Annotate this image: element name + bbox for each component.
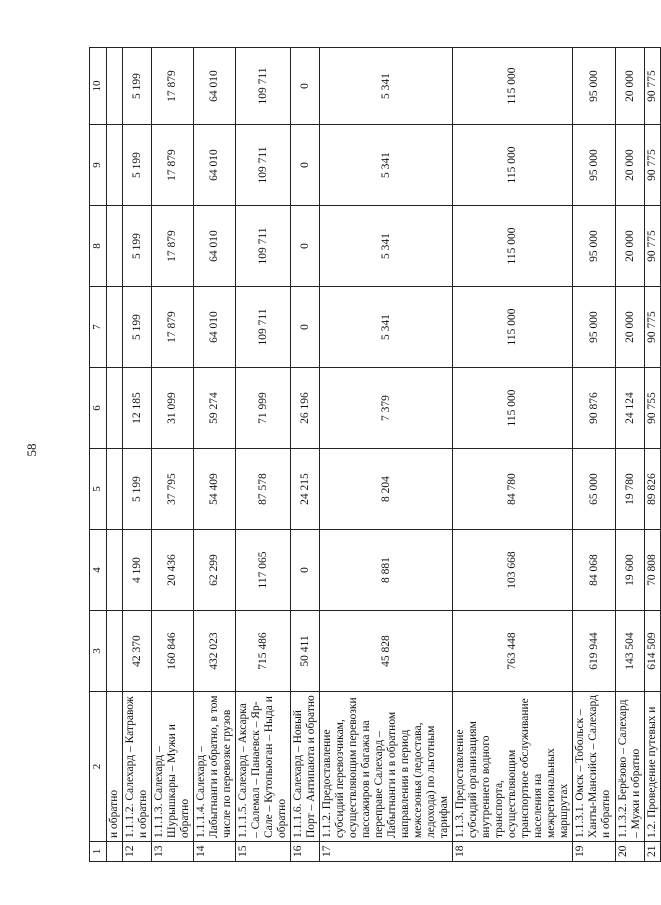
header-cell: 10 xyxy=(90,48,107,125)
value-cell xyxy=(107,206,123,287)
value-cell: 160 846 xyxy=(152,611,194,692)
table-row xyxy=(107,48,123,862)
value-cell: 64 010 xyxy=(194,206,236,287)
value-cell: 5 199 xyxy=(123,287,152,368)
row-name: 1.1.1.5. Салехард – Аксарка – Салемал – Панаевск – Яр-Сале – Кутопьюган – Ныда и обратно xyxy=(236,692,291,842)
row-number: 14 xyxy=(194,842,236,862)
row-name: 1.1.3.2. Берёзово – Салехард – Мужи и обратно xyxy=(616,692,645,842)
value-cell: 115 000 xyxy=(453,287,573,368)
value-cell: 95 000 xyxy=(573,48,616,125)
value-cell: 84 780 xyxy=(453,449,573,530)
value-cell: 37 795 xyxy=(152,449,194,530)
value-cell: 64 010 xyxy=(194,48,236,125)
header-cell: 6 xyxy=(90,368,107,449)
value-cell: 90 775 xyxy=(645,206,661,287)
header-cell: 5 xyxy=(90,449,107,530)
value-cell: 90 876 xyxy=(573,368,616,449)
value-cell: 50 411 xyxy=(291,611,320,692)
table-row xyxy=(453,48,573,862)
row-number: 17 xyxy=(320,842,453,862)
table-row xyxy=(291,48,320,862)
value-cell: 0 xyxy=(291,125,320,206)
table-row xyxy=(123,48,152,862)
row-name: 1.1.1.4. Салехард – Лабытнанги и обратно, в том числе по перевозке грузов xyxy=(194,692,236,842)
row-number: 13 xyxy=(152,842,194,862)
value-cell: 20 000 xyxy=(616,206,645,287)
value-cell: 109 711 xyxy=(236,125,291,206)
value-cell xyxy=(107,611,123,692)
value-cell xyxy=(107,48,123,125)
value-cell: 95 000 xyxy=(573,125,616,206)
value-cell: 95 000 xyxy=(573,206,616,287)
value-cell: 763 448 xyxy=(453,611,573,692)
value-cell: 17 879 xyxy=(152,287,194,368)
value-cell: 12 185 xyxy=(123,368,152,449)
row-name: 1.1.3. Предоставление субсидий организациям внутреннего водного транспорта, осуществляющим транспортное обслуживание населения на межрегиональных маршрутах xyxy=(453,692,573,842)
value-cell: 59 274 xyxy=(194,368,236,449)
row-number: 16 xyxy=(291,842,320,862)
value-cell: 70 808 xyxy=(645,530,661,611)
row-name: 1.1.2. Предоставление субсидий перевозчикам, осуществляющим перевозки пассажиров и багажа на переправе Салехард – Лабытнанги и в обратном направлении в период межсезонья (ледостава, ледохода) по льготным тарифам xyxy=(320,692,453,842)
value-cell: 90 775 xyxy=(645,287,661,368)
value-cell xyxy=(107,530,123,611)
value-cell: 90 755 xyxy=(645,368,661,449)
value-cell: 5 199 xyxy=(123,125,152,206)
value-cell: 20 000 xyxy=(616,287,645,368)
budget-table xyxy=(89,47,661,862)
table-row xyxy=(194,48,236,862)
value-cell: 143 504 xyxy=(616,611,645,692)
value-cell: 432 023 xyxy=(194,611,236,692)
header-row xyxy=(90,48,107,862)
value-cell: 64 010 xyxy=(194,287,236,368)
table-row xyxy=(152,48,194,862)
value-cell: 54 409 xyxy=(194,449,236,530)
value-cell: 103 668 xyxy=(453,530,573,611)
value-cell: 17 879 xyxy=(152,125,194,206)
value-cell: 715 486 xyxy=(236,611,291,692)
table-container xyxy=(89,47,658,862)
table-row xyxy=(573,48,616,862)
value-cell: 24 215 xyxy=(291,449,320,530)
header-cell: 9 xyxy=(90,125,107,206)
value-cell: 5 341 xyxy=(320,287,453,368)
value-cell: 89 826 xyxy=(645,449,661,530)
value-cell: 115 000 xyxy=(453,125,573,206)
row-number xyxy=(107,842,123,862)
value-cell xyxy=(107,125,123,206)
value-cell: 115 000 xyxy=(453,48,573,125)
table-row xyxy=(236,48,291,862)
value-cell: 0 xyxy=(291,530,320,611)
table-row xyxy=(645,48,661,862)
value-cell: 64 010 xyxy=(194,125,236,206)
row-number: 15 xyxy=(236,842,291,862)
value-cell: 90 775 xyxy=(645,125,661,206)
row-name: и обратно xyxy=(107,692,123,842)
value-cell: 5 341 xyxy=(320,206,453,287)
row-number: 12 xyxy=(123,842,152,862)
value-cell: 20 000 xyxy=(616,48,645,125)
row-number: 19 xyxy=(573,842,616,862)
row-name: 1.2. Проведение путевых и xyxy=(645,692,661,842)
value-cell: 8 881 xyxy=(320,530,453,611)
header-cell: 4 xyxy=(90,530,107,611)
value-cell: 90 775 xyxy=(645,48,661,125)
value-cell: 8 204 xyxy=(320,449,453,530)
value-cell xyxy=(107,287,123,368)
value-cell: 115 000 xyxy=(453,368,573,449)
value-cell: 0 xyxy=(291,48,320,125)
value-cell: 95 000 xyxy=(573,287,616,368)
header-cell: 1 xyxy=(90,842,107,862)
row-number: 21 xyxy=(645,842,661,862)
value-cell xyxy=(107,449,123,530)
row-name: 1.1.1.2. Салехард – Катравож и обратно xyxy=(123,692,152,842)
value-cell: 109 711 xyxy=(236,287,291,368)
header-cell: 3 xyxy=(90,611,107,692)
table-row xyxy=(320,48,453,862)
value-cell: 45 828 xyxy=(320,611,453,692)
value-cell: 42 370 xyxy=(123,611,152,692)
value-cell: 117 065 xyxy=(236,530,291,611)
value-cell: 17 879 xyxy=(152,48,194,125)
value-cell: 5 199 xyxy=(123,48,152,125)
value-cell: 5 341 xyxy=(320,125,453,206)
page-number: 58 xyxy=(24,443,39,457)
value-cell: 0 xyxy=(291,206,320,287)
value-cell: 24 124 xyxy=(616,368,645,449)
value-cell: 87 578 xyxy=(236,449,291,530)
value-cell xyxy=(107,368,123,449)
value-cell: 84 068 xyxy=(573,530,616,611)
value-cell: 5 199 xyxy=(123,206,152,287)
row-number: 20 xyxy=(616,842,645,862)
row-number: 18 xyxy=(453,842,573,862)
value-cell: 614 509 xyxy=(645,611,661,692)
value-cell: 109 711 xyxy=(236,206,291,287)
value-cell: 4 190 xyxy=(123,530,152,611)
value-cell: 20 000 xyxy=(616,125,645,206)
value-cell: 109 711 xyxy=(236,48,291,125)
value-cell: 619 944 xyxy=(573,611,616,692)
value-cell: 7 379 xyxy=(320,368,453,449)
value-cell: 0 xyxy=(291,287,320,368)
value-cell: 115 000 xyxy=(453,206,573,287)
value-cell: 71 999 xyxy=(236,368,291,449)
value-cell: 26 196 xyxy=(291,368,320,449)
value-cell: 5 199 xyxy=(123,449,152,530)
header-cell: 2 xyxy=(90,692,107,842)
header-cell: 8 xyxy=(90,206,107,287)
value-cell: 20 436 xyxy=(152,530,194,611)
value-cell: 62 299 xyxy=(194,530,236,611)
row-name: 1.1.3.1. Омск – Тобольск – Ханты-Мансийск – Салехард и обратно xyxy=(573,692,616,842)
row-name: 1.1.1.6. Салехард – Новый Порт – Антипаюта и обратно xyxy=(291,692,320,842)
value-cell: 65 000 xyxy=(573,449,616,530)
row-name: 1.1.1.3. Салехард – Шурышкары – Мужи и обратно xyxy=(152,692,194,842)
value-cell: 5 341 xyxy=(320,48,453,125)
value-cell: 19 780 xyxy=(616,449,645,530)
value-cell: 19 600 xyxy=(616,530,645,611)
header-cell: 7 xyxy=(90,287,107,368)
table-row xyxy=(616,48,645,862)
value-cell: 31 099 xyxy=(152,368,194,449)
value-cell: 17 879 xyxy=(152,206,194,287)
